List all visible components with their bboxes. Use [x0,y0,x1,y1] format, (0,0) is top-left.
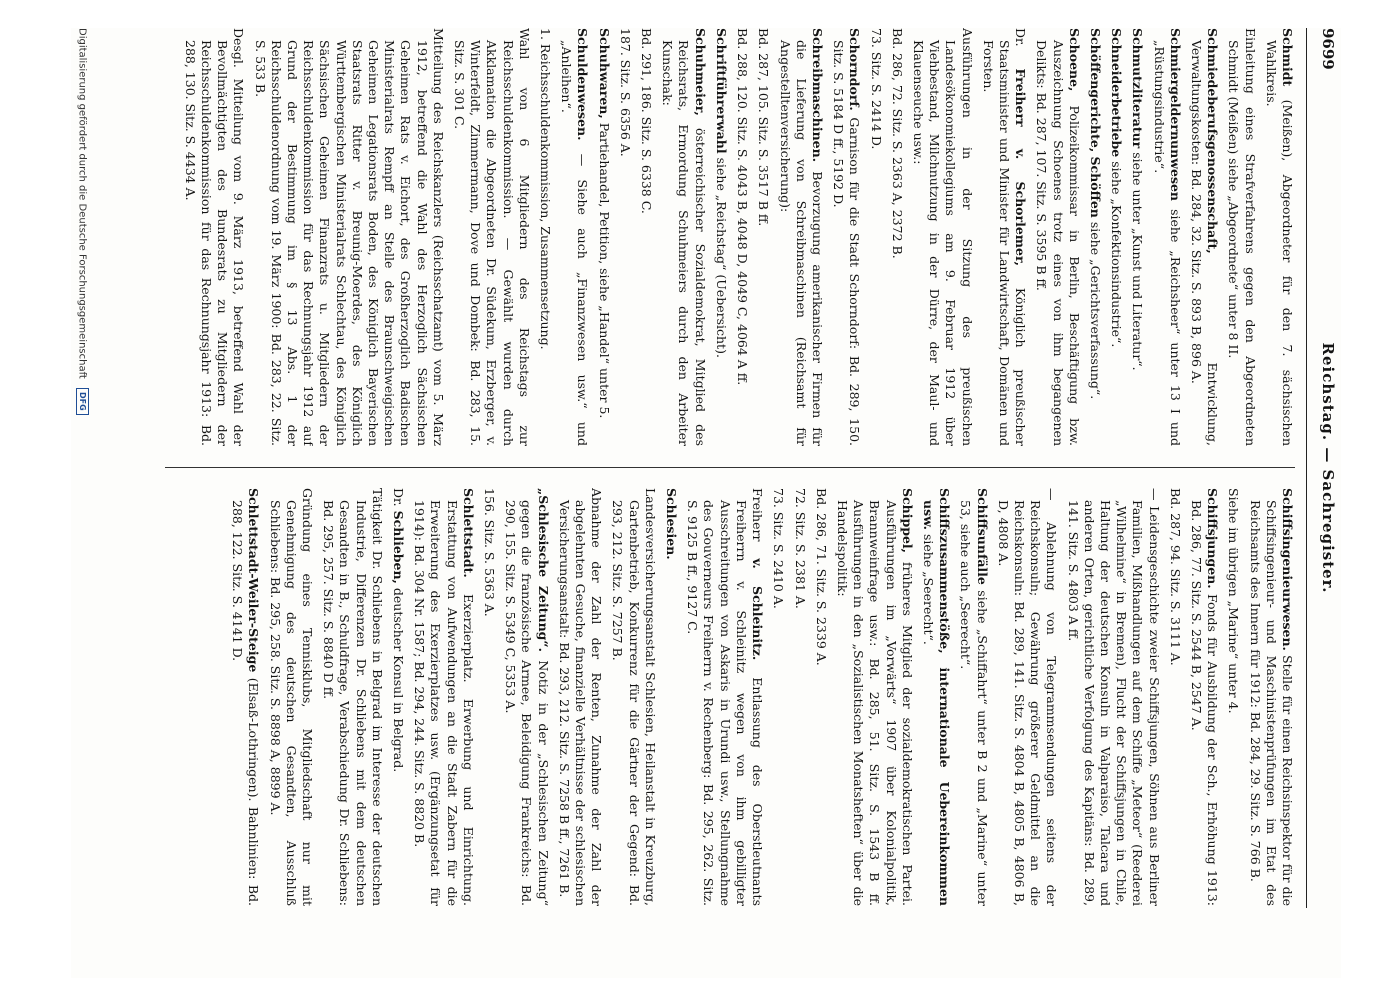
entry-text: Leidensgeschichte zweier Schiffsjungen, Söhnen aus Berliner Familien, Mißhandlungen auf dem Schiffe „Meteor“ (Reederei „Wilhelmine“ in Bremen), Flucht der Schiffsjungen in Chile, Haltung der deutschen Konsuln in Valparaiso, Talcara und anderen Orten, gerichtliche Verfolgung des Kapitäns: Bd. 289, 141. Sitz. S. 4803 A ff. [1065,500,1162,906]
entry-keyword: Schuhwaren, [596,28,612,119]
running-head [1313,28,1337,908]
entry-text: siehe „Seerecht“. [920,533,936,645]
entry-text: Gründung eines Tennisklubs, Mitgliedschaft nur mit Genehmigung des deutschen Gesandten, Ausschluß Schliebens: Bd. 295, 258. Sitz. S. 8898 A, 8899 A. [267,488,316,906]
entry-text: 73. Sitz. S. 2414 D. [868,28,884,150]
index-entry [755,28,771,446]
entry-keyword: Freiherr v. Schorlemer, [1013,68,1029,267]
index-entry [867,28,883,446]
entry-text: Exerzierplatz. Erwerbung und Einrichtung. Erstattung von Aufwendungen an die Stadt Zabern für die Erweiterung des Exerzierplatzes usw. (Ergänzungsetat für 1914): Bd. 304 Nr. 1587; Bd. 294, 244. Sitz. S. 8820 B. [412,500,476,906]
digitization-credit [73,28,89,978]
entry-keyword: Schmiergeldernunwesen [1167,28,1183,202]
index-entry [830,28,862,446]
index-entry [1087,28,1103,446]
entry-text: Abnahme der Zahl der Renten, Zunahme der Zahl der abgelehnten Gesuche, finanzielle Verhältnisse der schlesischen Versicherungsanstalt: Bd. 293, 212. Sitz. S. 7258 B ff., 7261 B. [556,488,605,906]
entry-prefix: — [1146,488,1162,501]
index-entry [834,488,915,906]
index-entry [1246,488,1295,906]
header-rule [1306,28,1307,908]
index-entry [266,488,315,906]
index-entry [713,28,729,446]
entry-text: (Elsaß-Lothringen). Bahnlinien: Bd. 288, 122. Sitz. S. 4141 D. [230,500,262,906]
index-entry [1108,28,1124,446]
entry-text: Ausführungen in der Sitzung des preußischen Landesökonomiekollegiums am 9. Februar 1912 über Viehbestand, Milchnutzung in der Dürre, der Maul- und Klauenseuche usw.: [910,28,975,446]
entry-text: Bd. 291, 186. Sitz. S. 6338 C. [639,28,655,214]
entry-keyword: Schiffsjungen. [1205,488,1221,589]
entry-text: Bd. 287, 105. Sitz. S. 3517 B ff. [756,28,772,227]
index-entry [1064,488,1161,906]
index-entry [1188,28,1220,446]
index-entry [229,488,261,906]
entry-keyword: Schlesien. [664,488,680,560]
dfg-logo: DFG [76,388,89,415]
index-entry [537,28,553,446]
entry-text: Ablehnung von Telegrammsendungen seitens der Reichskonsuln; Gewährung größerer Geldmittel an die Reichskonsuln: Bd. 289, 141. Sitz. S. 4804 B, 4805 B, 4806 B, D, 4808 A. [995,500,1060,906]
entry-text: Tätigkeit Dr. Schliebens in Belgrad im Interesse der deutschen Industrie, Differenzen Dr. Schliebens mit dem deutschen Gesandten in B., Schuldfrage, Verabschiedung Dr. Schliebens: Bd. 295, 257. Sitz. S. 8840 D ff. [321,488,385,906]
entry-prefix: Dr. [1013,28,1029,47]
entry-keyword: Schmutzliteratur [1130,28,1146,149]
entry-text: (Meißen), Abgeordneter für den 7. sächsischen Wahlkreis. [1263,40,1295,446]
entry-text: Garnison für die Stadt Schorndorf: Bd. 289, 150. Sitz. S. 5184 D ff., 5192 D. [831,40,863,446]
page-number: 9699 [1319,28,1337,70]
entry-text: 156. Sitz. S. 5363 A. [482,488,498,617]
index-entry [182,28,247,446]
entry-text: deutscher Konsul in Belgrad. [391,587,407,773]
index-entry [1225,28,1257,446]
index-entry [638,28,654,446]
index-entry [451,28,532,446]
entry-keyword: Schöffengerichte, Schöffen [1087,28,1103,218]
index-entry [734,28,750,446]
entry-keyword: Schmiedeberufsgenossenschaft, [1205,28,1221,254]
index-entry [390,488,406,906]
index-entry [1129,28,1145,446]
entry-text: siehe „Reichstag“ (Uebersicht). [713,157,729,358]
entry-text: 72. Sitz. S. 2381 A. [792,488,808,609]
index-entry [617,28,633,446]
entry-text: siehe unter „Kunst und Literatur“. [1130,152,1146,371]
index-entry [791,488,807,906]
entry-text: Stelle für einen Reichsinspektor für die Schiffsingenieur- und Maschinistenprüfungen im Etat des Reichsamts des Innern für 1912: Bd. 284, 29. Sitz. S. 766 B. [1247,500,1295,906]
entry-keyword: Schiffsingenieurwesen. [1280,488,1295,651]
index-entry [957,488,989,906]
entry-text: Bd. 286, 72. Sitz. S. 2363 A, 2372 B. [889,28,905,259]
entry-prefix: Dr. [391,488,407,507]
entry-keyword: Schuhmeier, [692,28,708,116]
entry-keyword: Schuldenwesen. [575,28,591,141]
index-entry [920,488,952,906]
entry-keyword: Schriftführerwahl [713,28,729,154]
index-column-left [85,28,1295,446]
index-entry [556,488,605,906]
entry-text: Desgl. Mitteilung vom 9. März 1913, betreffend Wahl der Bevollmächtigten des Bundesrats zu Mitgliedern der Reichsschuldenkommission für das Rechnungsjahr 1913: Bd. 288, 130. Sitz. S. 4434 A. [182,28,247,446]
index-entry [663,488,679,906]
entry-text: 73. Sitz. S. 2410 A. [771,488,787,609]
entry-text: Siehe im übrigen „Marine“ unter 4. [1226,488,1242,714]
entry-prefix: Freiherr [750,488,766,542]
index-entry [595,28,611,446]
index-entry [995,488,1060,906]
entry-text: siehe „Gerichtsverfassung“. [1087,221,1103,400]
index-entry [659,28,708,446]
index-entry [558,28,590,446]
entry-text: siehe „Reichsheer“ unter 13 I und „Rüstungsindustrie“. [1151,40,1183,446]
entry-text: Polizeikommissar in Berlin, Beschäftigung bzw. Auszeichnung Schoenes trotz eines von ihm begangenen Delikts: Bd. 287, 107. Sitz. S. 3595 B ff. [1034,40,1082,446]
entry-keyword: Schiffsunfälle [974,488,990,585]
index-entry [251,28,445,446]
entry-text: österreichischer Sozialdemokrat, Mitglied des Reichsrats, Ermordung Schuhmeiers durch den Arbeiter Kunschak: [660,40,708,446]
index-entry [1188,488,1220,906]
index-entry [411,488,476,906]
credit-text: Digitalisierung gefördert durch die Deutsche Forschungsgemeinschaft [76,28,88,379]
entry-keyword: Schippel, [899,488,915,554]
index-entry [481,488,497,906]
entry-keyword: Schiffszusammenstöße, internationale Uebereinkommen usw. [920,488,953,906]
entry-text: Bevorzugung amerikanischer Firmen für die Lieferung von Schreibmaschinen (Reichsamt für Angestelltenversicherung): [777,40,825,446]
entry-keyword: Schoene, [1066,28,1082,92]
index-entry [320,488,385,906]
entry-text: Partiehandel, Petition, siehe „Handel“ unter 5. [596,122,612,419]
entry-keyword: Schmidt [1280,28,1295,87]
index-entry [609,488,658,906]
entry-text: Mitteilung des Reichskanzlers (Reichsschatzamt) vom 5. März 1912, betreffend die Wahl des Herzoglich Sächsischen Geheimen Rats v. Eichort, des Großherzoglich Badischen Ministerialrats Rempff an Stelle des Braunschweigischen Geheimen Legationsrats Boden, des Königlich Bayerischen Staatsrats Ritter v. Breunig-Moerdes, des Königlich Württembergischen Ministerialrats Schlechtau, des Königlich Sächsischen Geheimen Finanzrats u. Mitgliedern der Reichsschuldenkommission für das Rechnungsjahr 1912 auf Grund der Bestimmung im § 13 Abs. 1 der Reichsschuldenordnung vom 19. März 1900: Bd. 283, 22. Sitz. S. 533 B. [252,28,446,446]
index-column-right [85,488,1295,906]
entry-text: 1. Reichsschuldenkommission, Zusammensetzung. [538,28,554,350]
index-entry [684,488,765,906]
entry-text: Bd. 287, 94. Sitz. S. 3111 A. [1167,488,1183,666]
entry-keyword: Schneiderbetriebe [1109,28,1125,158]
entry-text: siehe „Konfektionsindustrie“. [1109,161,1125,348]
entry-text: siehe „Schiffahrt“ unter B 2 und „Marine“ unter 53, siehe auch „Seerecht“. [958,500,990,906]
entry-keyword: „Schlesische Zeitung“. [535,488,551,652]
entry-text: früheres Mitglied der sozialdemokratischen Partei. Ausführungen im „Vorwärts“ 1907 über Kolonialpolitik, Brannweinfrage usw.: Bd. 285, 51. Sitz. S. 1543 B ff. Ausführungen in den „Sozialistischen Monatsheften“ über die Handelspolitik: [834,500,915,906]
index-entry [1263,28,1295,446]
entry-text: Entwicklung, Verwaltungskosten: Bd. 284, 32. Sitz. S. 893 B, 896 A. [1188,40,1221,446]
entry-keyword: Schlettstadt-Weiler-Steige [246,488,262,673]
entry-text: Landesversicherungsanstalt Schlesien, Heilanstalt in Kreuzburg, Gartenbetrieb, Konkurrenz für die Gärtner der Gegend: Bd. 293, 212. Sitz. S. 7257 B. [610,488,658,906]
index-entry [910,28,975,446]
entry-keyword: Schlettstadt. [460,488,476,578]
entry-text: Entlassung des Oberstleutnants Freiherrn v. Schleinitz wegen von ihm gebilligter Ausschreitungen von Askaris in Urundi usw., Stellungnahme des Gouverneurs Freiherrn v. Rechenberg: Bd. 295, 262. Sitz. S. 9125 B ff., 9127 C. [685,500,766,906]
index-entry [1167,488,1183,906]
entry-text: Fonds für Ausbildung der Sch., Erhöhung 1913: Bd. 286, 77. Sitz. S. 2544 B, 2547 A. [1188,500,1221,906]
entry-keyword: v. Schleinitz. [750,558,766,661]
entry-keyword: Schorndorf. [847,28,863,111]
entry-text: Bd. 286, 71. Sitz. S. 2339 A. [813,488,829,666]
entry-text: Einleitung eines Strafverfahrens gegen den Abgeordneten Schmidt (Meißen) siehe „Abgeordnete“ unter 8 II. [1226,28,1258,446]
entry-prefix: — [1044,488,1060,501]
index-entry [776,28,825,446]
entry-text: Königlich preußischer Staatsminister und Minister für Landwirtschaft, Domänen und Forsten. [980,40,1029,446]
index-entry [1225,488,1241,906]
entry-text: Wahl von 6 Mitgliedern des Reichstags zur Reichsschuldenkommission. — Gewählt wurden durch Akklamation die Abgeordneten Dr. Südekum, Erzberger, v. Winterfeldt, Zimmermann, Dove und Dombek: Bd. 283, 15. Sitz. S. 301 C. [452,28,532,446]
entry-text: Bd. 288, 120. Sitz. S. 4043 B, 4048 D, 4049 C, 4064 A ff. [735,28,751,386]
index-entry [770,488,786,906]
index-entry [813,488,829,906]
entry-text: Notiz in der „Schlesischen Zeitung“ gegen die französische Armee, Beleidigung Frankreichs: Bd. 290, 155. Sitz. S. 5349 C, 5353 A. [503,500,551,906]
entry-text: 187. Sitz. S. 6356 A. [617,28,633,157]
entry-keyword: Schreibmaschinen. [809,28,825,163]
index-entry [1033,28,1082,446]
entry-keyword: Schlieben, [391,510,407,584]
running-title: Reichstag. — Sachregister. [1319,342,1337,594]
index-entry [502,488,551,906]
index-entry [889,28,905,446]
column-divider [165,467,1295,468]
index-page [71,28,1341,978]
entry-text: — Siehe auch „Finanzwesen usw.“ und „Anleihen“. [559,40,591,446]
index-entry [1150,28,1182,446]
index-entry [980,28,1029,446]
